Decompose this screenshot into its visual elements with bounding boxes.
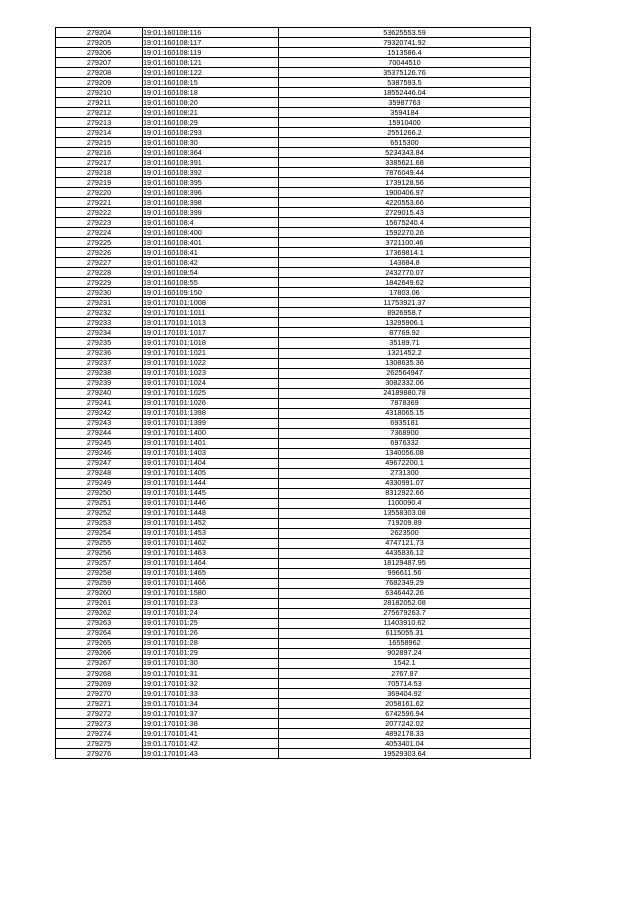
cadastral-number-cell: 19:01:170101:1398 bbox=[143, 408, 279, 418]
cadastral-number-cell: 19:01:170101:1023 bbox=[143, 368, 279, 378]
value-cell: 11753921.37 bbox=[279, 298, 531, 308]
row-id-cell: 279227 bbox=[56, 258, 143, 268]
cadastral-number-cell: 19:01:170101:33 bbox=[143, 689, 279, 699]
value-cell: 2058161.62 bbox=[279, 699, 531, 709]
row-id-cell: 279226 bbox=[56, 248, 143, 258]
table-row bbox=[56, 318, 531, 328]
row-id-cell: 279207 bbox=[56, 58, 143, 68]
cadastral-number-cell: 19:01:170101:1446 bbox=[143, 498, 279, 508]
value-cell: 902897.24 bbox=[279, 648, 531, 658]
value-cell: 3082332.06 bbox=[279, 378, 531, 388]
row-id-cell: 279224 bbox=[56, 228, 143, 238]
cadastral-number-cell: 19:01:170101:1025 bbox=[143, 388, 279, 398]
cadastral-number-cell: 19:01:160108:396 bbox=[143, 188, 279, 198]
row-id-cell: 279250 bbox=[56, 488, 143, 498]
cadastral-number-cell: 19:01:160108:18 bbox=[143, 88, 279, 98]
value-cell: 70044510 bbox=[279, 58, 531, 68]
row-id-cell: 279274 bbox=[56, 729, 143, 739]
cadastral-number-cell: 19:01:170101:1444 bbox=[143, 478, 279, 488]
row-id-cell: 279271 bbox=[56, 699, 143, 709]
row-id-cell: 279217 bbox=[56, 158, 143, 168]
row-id-cell: 279231 bbox=[56, 298, 143, 308]
value-cell: 2077242.02 bbox=[279, 719, 531, 729]
value-cell: 1100090.4 bbox=[279, 498, 531, 508]
cadastral-number-cell: 19:01:160108:391 bbox=[143, 158, 279, 168]
table-row bbox=[56, 218, 531, 228]
table-row bbox=[56, 358, 531, 368]
value-cell: 53625553.59 bbox=[279, 28, 531, 38]
table-row bbox=[56, 168, 531, 178]
cadastral-number-cell: 19:01:170101:1401 bbox=[143, 438, 279, 448]
table-row bbox=[56, 428, 531, 438]
value-cell: 16558962 bbox=[279, 638, 531, 648]
row-id-cell: 279243 bbox=[56, 418, 143, 428]
value-cell: 3385621.68 bbox=[279, 158, 531, 168]
value-cell: 2623500 bbox=[279, 528, 531, 538]
cadastral-number-cell: 19:01:160108:21 bbox=[143, 108, 279, 118]
cadastral-number-cell: 19:01:160108:398 bbox=[143, 198, 279, 208]
table-row bbox=[56, 448, 531, 458]
value-cell: 19529303.64 bbox=[279, 749, 531, 759]
row-id-cell: 279237 bbox=[56, 358, 143, 368]
table-row bbox=[56, 508, 531, 518]
cadastral-number-cell: 19:01:170101:38 bbox=[143, 719, 279, 729]
cadastral-number-cell: 19:01:170101:31 bbox=[143, 669, 279, 679]
cadastral-number-cell: 19:01:170101:1403 bbox=[143, 448, 279, 458]
cadastral-number-cell: 19:01:160108:392 bbox=[143, 168, 279, 178]
value-cell: 17803.06 bbox=[279, 288, 531, 298]
cadastral-number-cell: 19:01:160108:364 bbox=[143, 148, 279, 158]
value-cell: 1308635.36 bbox=[279, 358, 531, 368]
value-cell: 24189880.78 bbox=[279, 388, 531, 398]
cadastral-number-cell: 19:01:170101:1026 bbox=[143, 398, 279, 408]
table-row bbox=[56, 98, 531, 108]
value-cell: 79320741.92 bbox=[279, 38, 531, 48]
cadastral-number-cell: 19:01:160108:119 bbox=[143, 48, 279, 58]
value-cell: 4318065.15 bbox=[279, 408, 531, 418]
cadastral-number-cell: 19:01:160108:55 bbox=[143, 278, 279, 288]
table-row bbox=[56, 158, 531, 168]
table-row bbox=[56, 68, 531, 78]
row-id-cell: 279258 bbox=[56, 568, 143, 578]
row-id-cell: 279275 bbox=[56, 739, 143, 749]
table-row bbox=[56, 238, 531, 248]
cadastral-number-cell: 19:01:170101:43 bbox=[143, 749, 279, 759]
row-id-cell: 279238 bbox=[56, 368, 143, 378]
value-cell: 15675240.4 bbox=[279, 218, 531, 228]
value-cell: 4747121.73 bbox=[279, 538, 531, 548]
value-cell: 6515300 bbox=[279, 138, 531, 148]
value-cell: 143684.8 bbox=[279, 258, 531, 268]
table-row bbox=[56, 298, 531, 308]
table-row bbox=[56, 478, 531, 488]
table-row bbox=[56, 518, 531, 528]
table-row bbox=[56, 699, 531, 709]
table-row bbox=[56, 608, 531, 618]
cadastral-number-cell: 19:01:170101:1465 bbox=[143, 568, 279, 578]
cadastral-number-cell: 19:01:160108:399 bbox=[143, 208, 279, 218]
row-id-cell: 279215 bbox=[56, 138, 143, 148]
row-id-cell: 279220 bbox=[56, 188, 143, 198]
row-id-cell: 279221 bbox=[56, 198, 143, 208]
value-cell: 2731300 bbox=[279, 468, 531, 478]
value-cell: 8312922.66 bbox=[279, 488, 531, 498]
table-row bbox=[56, 658, 531, 668]
row-id-cell: 279262 bbox=[56, 608, 143, 618]
row-id-cell: 279265 bbox=[56, 638, 143, 648]
value-cell: 1321452.2 bbox=[279, 348, 531, 358]
table-row bbox=[56, 178, 531, 188]
value-cell: 369404.92 bbox=[279, 689, 531, 699]
cadastral-number-cell: 19:01:160108:121 bbox=[143, 58, 279, 68]
cadastral-number-cell: 19:01:170101:1022 bbox=[143, 358, 279, 368]
cadastral-number-cell: 19:01:160108:116 bbox=[143, 28, 279, 38]
row-id-cell: 279210 bbox=[56, 88, 143, 98]
cadastral-number-cell: 19:01:170101:34 bbox=[143, 699, 279, 709]
table-row bbox=[56, 128, 531, 138]
row-id-cell: 279247 bbox=[56, 458, 143, 468]
value-cell: 996611.56 bbox=[279, 568, 531, 578]
row-id-cell: 279212 bbox=[56, 108, 143, 118]
value-cell: 35375126.76 bbox=[279, 68, 531, 78]
table-row bbox=[56, 138, 531, 148]
value-cell: 1513586.4 bbox=[279, 48, 531, 58]
cadastral-number-cell: 19:01:170101:1464 bbox=[143, 558, 279, 568]
cadastral-number-cell: 19:01:170101:1008 bbox=[143, 298, 279, 308]
cadastral-number-cell: 19:01:160108:117 bbox=[143, 38, 279, 48]
value-cell: 87769.92 bbox=[279, 328, 531, 338]
cadastral-number-cell: 19:01:170101:1018 bbox=[143, 338, 279, 348]
value-cell: 5387593.5 bbox=[279, 78, 531, 88]
value-cell: 6115055.31 bbox=[279, 628, 531, 638]
table-row bbox=[56, 228, 531, 238]
cadastral-number-cell: 19:01:170101:30 bbox=[143, 658, 279, 668]
table-row bbox=[56, 468, 531, 478]
row-id-cell: 279249 bbox=[56, 478, 143, 488]
row-id-cell: 279209 bbox=[56, 78, 143, 88]
row-id-cell: 279254 bbox=[56, 528, 143, 538]
row-id-cell: 279240 bbox=[56, 388, 143, 398]
value-cell: 1592270.26 bbox=[279, 228, 531, 238]
cadastral-number-cell: 19:01:170101:1399 bbox=[143, 418, 279, 428]
cadastral-number-cell: 19:01:170101:1452 bbox=[143, 518, 279, 528]
table-row bbox=[56, 498, 531, 508]
row-id-cell: 279235 bbox=[56, 338, 143, 348]
row-id-cell: 279259 bbox=[56, 578, 143, 588]
cadastral-number-cell: 19:01:170101:1580 bbox=[143, 588, 279, 598]
value-cell: 2729015.43 bbox=[279, 208, 531, 218]
row-id-cell: 279218 bbox=[56, 168, 143, 178]
row-id-cell: 279223 bbox=[56, 218, 143, 228]
value-cell: 35189.71 bbox=[279, 338, 531, 348]
row-id-cell: 279241 bbox=[56, 398, 143, 408]
value-cell: 13558303.08 bbox=[279, 508, 531, 518]
value-cell: 2551266.2 bbox=[279, 128, 531, 138]
cadastral-number-cell: 19:01:160108:4 bbox=[143, 218, 279, 228]
value-cell: 18129487.95 bbox=[279, 558, 531, 568]
row-id-cell: 279208 bbox=[56, 68, 143, 78]
value-cell: 5234343.84 bbox=[279, 148, 531, 158]
value-cell: 4220553.66 bbox=[279, 198, 531, 208]
row-id-cell: 279257 bbox=[56, 558, 143, 568]
row-id-cell: 279246 bbox=[56, 448, 143, 458]
value-cell: 4435836.12 bbox=[279, 548, 531, 558]
table-row bbox=[56, 368, 531, 378]
cadastral-number-cell: 19:01:170101:1462 bbox=[143, 538, 279, 548]
table-row bbox=[56, 108, 531, 118]
row-id-cell: 279232 bbox=[56, 308, 143, 318]
value-cell: 2432770.07 bbox=[279, 268, 531, 278]
row-id-cell: 279219 bbox=[56, 178, 143, 188]
value-cell: 3594184 bbox=[279, 108, 531, 118]
table-row bbox=[56, 729, 531, 739]
value-cell: 4053401.04 bbox=[279, 739, 531, 749]
cadastral-number-cell: 19:01:170101:1463 bbox=[143, 548, 279, 558]
row-id-cell: 279264 bbox=[56, 628, 143, 638]
table-row bbox=[56, 438, 531, 448]
table-row bbox=[56, 78, 531, 88]
row-id-cell: 279206 bbox=[56, 48, 143, 58]
table-row bbox=[56, 568, 531, 578]
cadastral-number-cell: 19:01:160108:30 bbox=[143, 138, 279, 148]
row-id-cell: 279228 bbox=[56, 268, 143, 278]
table-row bbox=[56, 188, 531, 198]
value-cell: 719209.89 bbox=[279, 518, 531, 528]
value-cell: 1739128.56 bbox=[279, 178, 531, 188]
cadastral-number-cell: 19:01:170101:1011 bbox=[143, 308, 279, 318]
value-cell: 1900406.97 bbox=[279, 188, 531, 198]
table-row bbox=[56, 248, 531, 258]
value-cell: 13295906.1 bbox=[279, 318, 531, 328]
table-row bbox=[56, 28, 531, 38]
cadastral-number-cell: 19:01:170101:1445 bbox=[143, 488, 279, 498]
row-id-cell: 279251 bbox=[56, 498, 143, 508]
value-cell: 7876049.44 bbox=[279, 168, 531, 178]
table-row bbox=[56, 418, 531, 428]
value-cell: 1340056.08 bbox=[279, 448, 531, 458]
table-row bbox=[56, 749, 531, 759]
row-id-cell: 279260 bbox=[56, 588, 143, 598]
cadastral-number-cell: 19:01:170101:23 bbox=[143, 598, 279, 608]
cadastral-number-cell: 19:01:170101:1448 bbox=[143, 508, 279, 518]
row-id-cell: 279222 bbox=[56, 208, 143, 218]
cadastral-number-cell: 19:01:170101:24 bbox=[143, 608, 279, 618]
row-id-cell: 279272 bbox=[56, 709, 143, 719]
row-id-cell: 279268 bbox=[56, 669, 143, 679]
cadastral-number-cell: 19:01:170101:1405 bbox=[143, 468, 279, 478]
cadastral-number-cell: 19:01:160108:20 bbox=[143, 98, 279, 108]
value-cell: 3721100.46 bbox=[279, 238, 531, 248]
cadastral-number-cell: 19:01:160108:41 bbox=[143, 248, 279, 258]
table-row bbox=[56, 88, 531, 98]
row-id-cell: 279256 bbox=[56, 548, 143, 558]
table-row bbox=[56, 638, 531, 648]
row-id-cell: 279273 bbox=[56, 719, 143, 729]
row-id-cell: 279205 bbox=[56, 38, 143, 48]
row-id-cell: 279239 bbox=[56, 378, 143, 388]
row-id-cell: 279216 bbox=[56, 148, 143, 158]
row-id-cell: 279233 bbox=[56, 318, 143, 328]
cadastral-number-cell: 19:01:170101:29 bbox=[143, 648, 279, 658]
row-id-cell: 279255 bbox=[56, 538, 143, 548]
row-id-cell: 279214 bbox=[56, 128, 143, 138]
table-row bbox=[56, 669, 531, 679]
table-row bbox=[56, 488, 531, 498]
row-id-cell: 279267 bbox=[56, 658, 143, 668]
value-cell: 8926958.7 bbox=[279, 308, 531, 318]
cadastral-number-cell: 19:01:170101:1013 bbox=[143, 318, 279, 328]
table-row bbox=[56, 679, 531, 689]
row-id-cell: 279253 bbox=[56, 518, 143, 528]
cadastral-number-cell: 19:01:160108:400 bbox=[143, 228, 279, 238]
cadastral-number-cell: 19:01:160108:29 bbox=[143, 118, 279, 128]
table-row bbox=[56, 268, 531, 278]
cadastral-number-cell: 19:01:160108:122 bbox=[143, 68, 279, 78]
table-row bbox=[56, 38, 531, 48]
value-cell: 4892178.33 bbox=[279, 729, 531, 739]
cadastral-number-cell: 19:01:160109:150 bbox=[143, 288, 279, 298]
row-id-cell: 279269 bbox=[56, 679, 143, 689]
table-row bbox=[56, 709, 531, 719]
value-cell: 17369814.1 bbox=[279, 248, 531, 258]
row-id-cell: 279229 bbox=[56, 278, 143, 288]
row-id-cell: 279242 bbox=[56, 408, 143, 418]
value-cell: 7682349.29 bbox=[279, 578, 531, 588]
value-cell: 35987763 bbox=[279, 98, 531, 108]
row-id-cell: 279213 bbox=[56, 118, 143, 128]
table-row bbox=[56, 198, 531, 208]
cadastral-number-cell: 19:01:170101:1017 bbox=[143, 328, 279, 338]
cadastral-number-cell: 19:01:170101:1453 bbox=[143, 528, 279, 538]
row-id-cell: 279252 bbox=[56, 508, 143, 518]
table-row bbox=[56, 458, 531, 468]
value-cell: 4330991.07 bbox=[279, 478, 531, 488]
row-id-cell: 279270 bbox=[56, 689, 143, 699]
table-row bbox=[56, 648, 531, 658]
table-row bbox=[56, 398, 531, 408]
table-row bbox=[56, 598, 531, 608]
table-row bbox=[56, 288, 531, 298]
value-cell: 28182052.08 bbox=[279, 598, 531, 608]
cadastral-number-cell: 19:01:160108:401 bbox=[143, 238, 279, 248]
value-cell: 1542.1 bbox=[279, 658, 531, 668]
table-row bbox=[56, 378, 531, 388]
value-cell: 15910400 bbox=[279, 118, 531, 128]
table-row bbox=[56, 278, 531, 288]
cadastral-number-cell: 19:01:170101:1021 bbox=[143, 348, 279, 358]
table-row bbox=[56, 338, 531, 348]
value-cell: 2767.87 bbox=[279, 669, 531, 679]
table-row bbox=[56, 258, 531, 268]
row-id-cell: 279244 bbox=[56, 428, 143, 438]
table-body bbox=[56, 28, 531, 759]
value-cell: 11403910.62 bbox=[279, 618, 531, 628]
cadastral-number-cell: 19:01:170101:1400 bbox=[143, 428, 279, 438]
table-row bbox=[56, 328, 531, 338]
row-id-cell: 279204 bbox=[56, 28, 143, 38]
cadastral-number-cell: 19:01:170101:28 bbox=[143, 638, 279, 648]
table-row bbox=[56, 48, 531, 58]
table-row bbox=[56, 578, 531, 588]
value-cell: 7368900 bbox=[279, 428, 531, 438]
value-cell: 6976332 bbox=[279, 438, 531, 448]
cadastral-number-cell: 19:01:170101:1404 bbox=[143, 458, 279, 468]
table-row bbox=[56, 558, 531, 568]
cadastral-number-cell: 19:01:160108:54 bbox=[143, 268, 279, 278]
table-row bbox=[56, 208, 531, 218]
value-cell: 275679263.7 bbox=[279, 608, 531, 618]
row-id-cell: 279211 bbox=[56, 98, 143, 108]
cadastral-number-cell: 19:01:170101:42 bbox=[143, 739, 279, 749]
cadastral-number-cell: 19:01:170101:37 bbox=[143, 709, 279, 719]
cadastral-number-cell: 19:01:170101:32 bbox=[143, 679, 279, 689]
cadastral-number-cell: 19:01:160108:395 bbox=[143, 178, 279, 188]
cadastral-number-cell: 19:01:160108:15 bbox=[143, 78, 279, 88]
table-row bbox=[56, 689, 531, 699]
value-cell: 18552446.04 bbox=[279, 88, 531, 98]
table-row bbox=[56, 308, 531, 318]
table-row bbox=[56, 348, 531, 358]
value-cell: 262564947 bbox=[279, 368, 531, 378]
value-cell: 49672200.1 bbox=[279, 458, 531, 468]
table-row bbox=[56, 548, 531, 558]
row-id-cell: 279263 bbox=[56, 618, 143, 628]
row-id-cell: 279261 bbox=[56, 598, 143, 608]
row-id-cell: 279236 bbox=[56, 348, 143, 358]
table-row bbox=[56, 148, 531, 158]
value-cell: 7878369 bbox=[279, 398, 531, 408]
table-row bbox=[56, 408, 531, 418]
table-row bbox=[56, 739, 531, 749]
table-row bbox=[56, 388, 531, 398]
value-cell: 705714.53 bbox=[279, 679, 531, 689]
row-id-cell: 279225 bbox=[56, 238, 143, 248]
cadastral-number-cell: 19:01:160108:293 bbox=[143, 128, 279, 138]
cadastral-number-cell: 19:01:170101:1024 bbox=[143, 378, 279, 388]
cadastral-number-cell: 19:01:170101:25 bbox=[143, 618, 279, 628]
table-row bbox=[56, 538, 531, 548]
value-cell: 6742596.94 bbox=[279, 709, 531, 719]
table-row bbox=[56, 528, 531, 538]
row-id-cell: 279230 bbox=[56, 288, 143, 298]
table-row bbox=[56, 719, 531, 729]
row-id-cell: 279245 bbox=[56, 438, 143, 448]
table-row bbox=[56, 588, 531, 598]
table-row bbox=[56, 628, 531, 638]
table-row bbox=[56, 618, 531, 628]
cadastral-number-cell: 19:01:160108:42 bbox=[143, 258, 279, 268]
table-row bbox=[56, 118, 531, 128]
data-table bbox=[55, 27, 531, 759]
value-cell: 6346442.26 bbox=[279, 588, 531, 598]
row-id-cell: 279234 bbox=[56, 328, 143, 338]
row-id-cell: 279276 bbox=[56, 749, 143, 759]
cadastral-number-cell: 19:01:170101:41 bbox=[143, 729, 279, 739]
cadastral-number-cell: 19:01:170101:26 bbox=[143, 628, 279, 638]
value-cell: 1842649.62 bbox=[279, 278, 531, 288]
value-cell: 6935181 bbox=[279, 418, 531, 428]
table-row bbox=[56, 58, 531, 68]
row-id-cell: 279266 bbox=[56, 648, 143, 658]
row-id-cell: 279248 bbox=[56, 468, 143, 478]
cadastral-number-cell: 19:01:170101:1466 bbox=[143, 578, 279, 588]
